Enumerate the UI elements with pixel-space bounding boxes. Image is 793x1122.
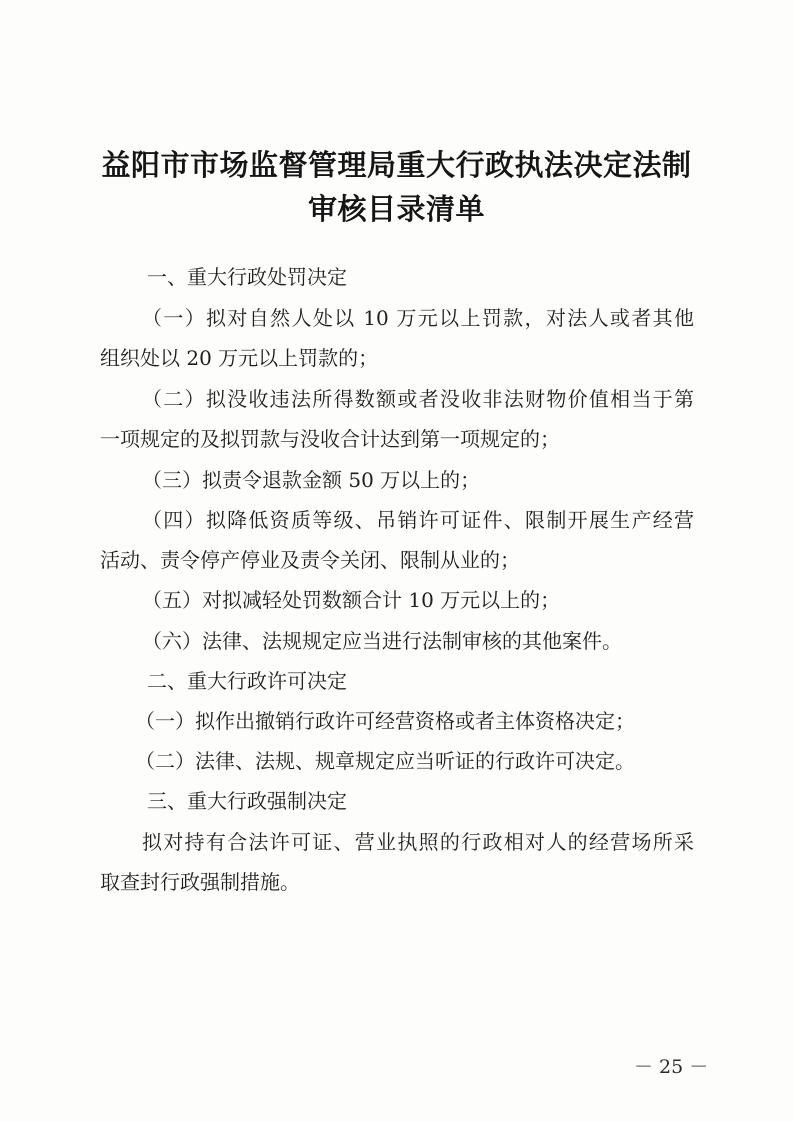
section1-item4-line2: 活动、责令停产停业及责令关闭、限制从业的； bbox=[100, 548, 520, 572]
section1-item3: （三）拟责令退款金额 50 万以上的； bbox=[142, 468, 481, 492]
section1-item1-line2: 组织处以 20 万元以上罚款的； bbox=[100, 346, 379, 370]
section1-item1-line1: （一）拟对自然人处以 10 万元以上罚款，对法人或者其他 bbox=[142, 306, 694, 330]
section1-item2-line1: （二）拟没收违法所得数额或者没收非法财物价值相当于第 bbox=[142, 387, 694, 411]
section2-heading: 二、重大行政许可决定 bbox=[147, 669, 347, 693]
section1-item6: （六）法律、法规规定应当进行法制审核的其他案件。 bbox=[142, 629, 622, 653]
section2-item1: （一）拟作出撤销行政许可经营资格或者主体资格决定； bbox=[135, 709, 635, 733]
section3-heading: 三、重大行政强制决定 bbox=[147, 789, 347, 813]
section1-item5: （五）对拟减轻处罚数额合计 10 万元以上的； bbox=[142, 588, 561, 612]
section1-item2-line2: 一项规定的及拟罚款与没收合计达到第一项规定的； bbox=[100, 427, 560, 451]
section1-heading: 一、重大行政处罚决定 bbox=[147, 265, 347, 289]
page-number: － 25 － bbox=[634, 1056, 709, 1078]
document-title-line1: 益阳市市场监督管理局重大行政执法决定法制 bbox=[101, 148, 692, 182]
section2-item2: （二）法律、法规、规章规定应当听证的行政许可决定。 bbox=[135, 749, 635, 773]
section1-item4-line1: （四）拟降低资质等级、吊销许可证件、限制开展生产经营 bbox=[142, 508, 694, 532]
document-title-line2: 审核目录清单 bbox=[307, 192, 485, 226]
section3-body-line2: 取查封行政强制措施。 bbox=[100, 870, 300, 894]
section3-body-line1: 拟对持有合法许可证、营业执照的行政相对人的经营场所采 bbox=[142, 830, 694, 854]
